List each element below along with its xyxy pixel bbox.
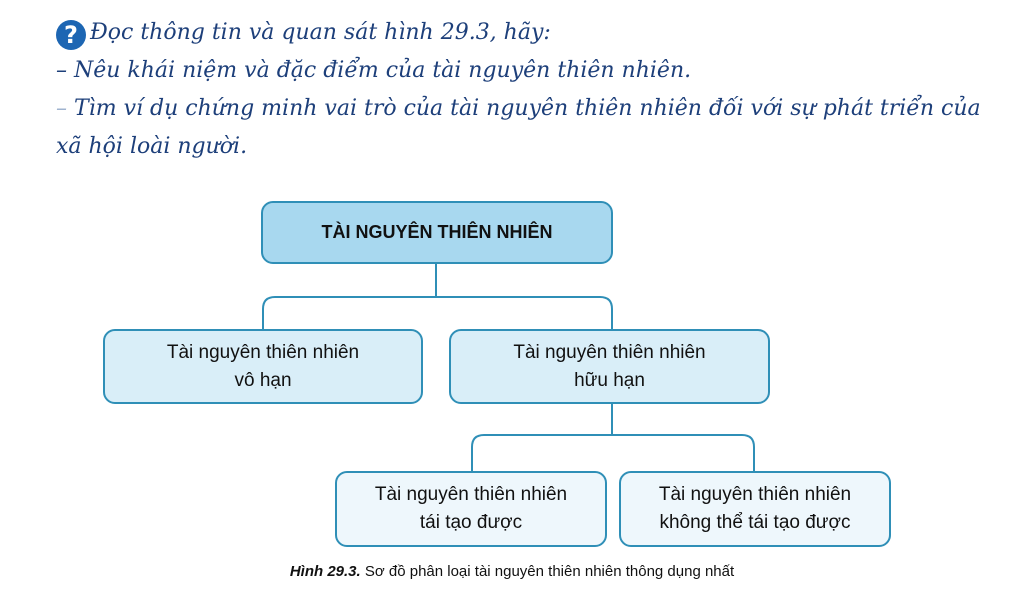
item-2-text-line-1: Tìm ví dụ chứng minh vai trò của tài nguyên thiên nhiên đối với sự phát triển của <box>74 96 981 121</box>
figure-caption-text: Sơ đồ phân loại tài nguyên thiên nhiên thông dụng nhất <box>364 563 735 580</box>
node-unlimited-line-2: vô hạn <box>234 369 292 391</box>
figure-caption <box>0 563 1024 580</box>
question-prompt: Đọc thông tin và quan sát hình 29.3, hãy: <box>90 20 551 45</box>
connector-level2-bracket <box>472 435 754 471</box>
node-limited-line-1: Tài nguyên thiên nhiên <box>513 341 706 363</box>
connector-level1-bracket <box>263 297 612 329</box>
node-nonrenewable-line-1: Tài nguyên thiên nhiên <box>658 484 852 505</box>
root-label: TÀI NGUYÊN THIÊN NHIÊN <box>321 222 553 242</box>
node-nonrenewable-resources <box>619 471 891 547</box>
item-1-dash: – <box>56 58 67 83</box>
node-limited-line-2: hữu hạn <box>574 369 645 391</box>
node-renewable-resources <box>335 471 607 547</box>
item-2-text-line-2: xã hội loài người. <box>56 134 248 159</box>
item-2-dash: – <box>56 96 67 121</box>
item-1-text: Nêu khái niệm và đặc điểm của tài nguyên thiên nhiên. <box>74 58 692 83</box>
figure-label: Hình 29.3. <box>289 563 361 580</box>
diagram-root-node <box>261 201 613 264</box>
node-nonrenewable-line-2: không thể tái tạo được <box>659 512 851 533</box>
node-unlimited-line-1: Tài nguyên thiên nhiên <box>166 341 360 363</box>
node-renewable-line-1: Tài nguyên thiên nhiên <box>374 484 568 505</box>
node-renewable-line-2: tái tạo được <box>419 512 523 533</box>
node-limited-resources <box>449 329 770 404</box>
question-icon: ? <box>56 20 86 50</box>
node-unlimited-resources <box>103 329 423 404</box>
